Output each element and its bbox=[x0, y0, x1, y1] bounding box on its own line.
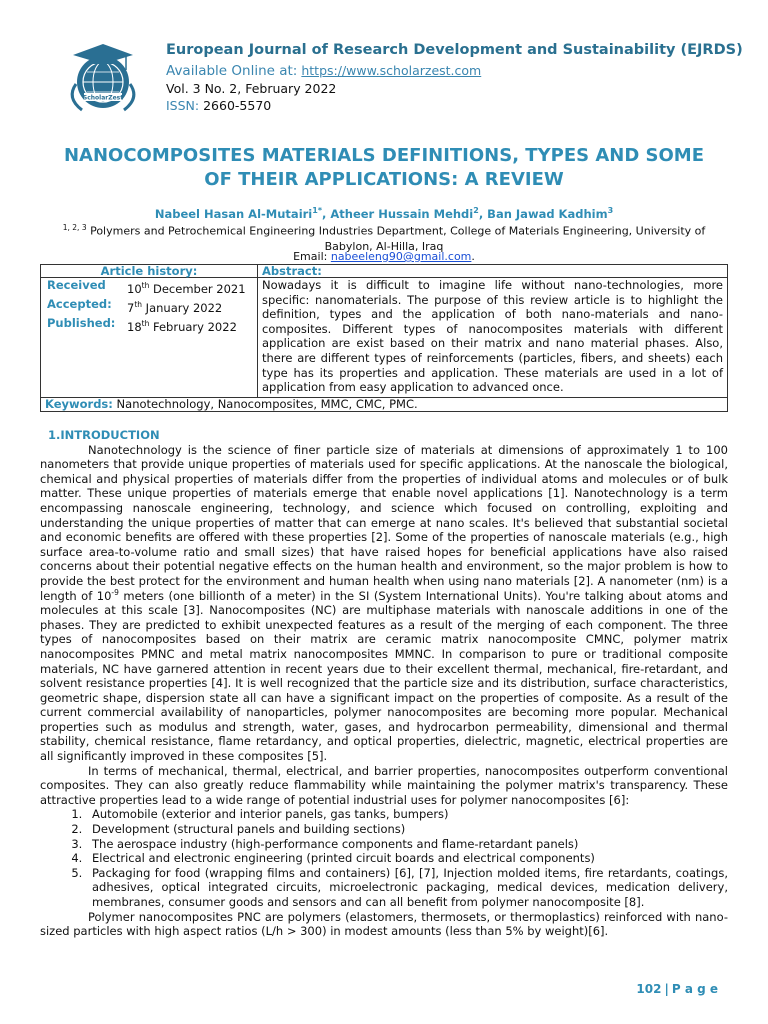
title-line-2: OF THEIR APPLICATIONS: A REVIEW bbox=[204, 169, 564, 190]
history-cell bbox=[41, 278, 258, 398]
published-label: Published: bbox=[47, 315, 116, 330]
email-line bbox=[0, 250, 768, 263]
issn-label: ISSN: bbox=[166, 98, 200, 113]
list-item: 3. The aerospace industry (high-performance components and flame-retardant panels) bbox=[86, 837, 728, 852]
keywords-label: Keywords: bbox=[45, 397, 113, 411]
applications-list bbox=[40, 807, 728, 909]
dates-table bbox=[45, 278, 253, 334]
article-title bbox=[40, 144, 728, 192]
affil-sup: 1, 2, 3 bbox=[62, 223, 87, 232]
section-heading: 1.INTRODUCTION bbox=[48, 428, 160, 442]
author-2: , Atheer Hussain Mehdi bbox=[322, 206, 474, 221]
paragraph-2: In terms of mechanical, thermal, electrical, and barrier properties, nanocomposites outperform conventional composites. They can also greatly reduce flammability while maintaining the polymer matrix's transparency. These attractive properties lead to a wide range of potential industrial uses for polymer nanocomposites [6]: bbox=[40, 763, 728, 807]
title-line-1: NANOCOMPOSITES MATERIALS DEFINITIONS, TYPES AND SOME bbox=[63, 145, 705, 166]
list-item: 4. Electrical and electronic engineering (printed circuit boards and electrical components) bbox=[86, 851, 728, 866]
author-list bbox=[0, 206, 768, 221]
issn-line bbox=[166, 98, 271, 113]
author-1-sup: 1* bbox=[312, 206, 322, 215]
affil-line-2: Babylon, Al-Hilla, Iraq bbox=[324, 239, 444, 253]
email-end: . bbox=[471, 250, 475, 263]
received-date: 10th December 2021 bbox=[127, 281, 246, 296]
availability bbox=[166, 63, 481, 79]
article-body bbox=[40, 428, 728, 939]
page-separator: | bbox=[664, 982, 669, 996]
author-1: Nabeel Hasan Al-Mutairi bbox=[154, 206, 313, 221]
affiliation bbox=[40, 220, 728, 254]
list-item: 1. Automobile (exterior and interior panels, gas tanks, bumpers) bbox=[86, 807, 728, 822]
received-row bbox=[45, 278, 253, 297]
journal-logo bbox=[60, 40, 146, 116]
affil-line-1: Polymers and Petrochemical Engineering Industries Department, College of Materials Engineering, University of bbox=[86, 224, 706, 238]
received-label: Received bbox=[47, 278, 106, 292]
list-item: 2. Development (structural panels and building sections) bbox=[86, 822, 728, 837]
author-3-sup: 3 bbox=[607, 206, 614, 215]
list-item: 5. Packaging for food (wrapping films and containers) [6], [7], Injection molded items, fire retardants, coatings, adhesives, optical integrated circuits, microelectronic packaging, medical devices, medication delivery, membranes, consumer goods and sensors and can all benefit from polymer nanocomposite [8]. bbox=[86, 866, 728, 910]
page-footer bbox=[636, 982, 718, 996]
paragraph-3: Polymer nanocomposites PNC are polymers (elastomers, thermosets, or thermoplastics) reinforced with nano-sized particles with high aspect ratios (L/h > 300) in modest amounts (less than 5% by weight)[6]. bbox=[40, 909, 728, 939]
accepted-date: 7th January 2022 bbox=[127, 299, 223, 315]
published-date: 18th February 2022 bbox=[127, 318, 237, 334]
abstract-header: Abstract: bbox=[258, 265, 728, 278]
article-info-table bbox=[40, 264, 728, 412]
author-2-sup: 2 bbox=[473, 206, 479, 215]
accepted-row bbox=[45, 297, 253, 316]
email-link[interactable]: nabeeleng90@gmail.com bbox=[330, 250, 472, 263]
author-3: , Ban Jawad Kadhim bbox=[478, 206, 608, 221]
paragraph-1: Nanotechnology is the science of finer particle size of materials at dimensions of approximately 1 to 100 nanometers that provide unique properties of materials used for specific applications. At the nanoscale the biological, chemical and physical properties of materials differ from the properties of individual atoms and molecules or of bulk matter. These unique properties of materials emerge that enable novel applications [1]. Nanotechnology is a term encompassing nanoscale engineering, technology, and science which focused on controlling, exploiting and understanding the unique properties of matter that can emerge at nano scales. It's believed that substantial societal and economic benefits are offered with these properties [2]. Some of the properties of nanoscale materials (e.g., high surface area-to-volume ratio and small sizes) that have raised hopes for beneficial applications have also raised concerns about their potential negative effects on the human health and environment, so the major problem is how to provide the best protect for the environment and human health when using nano materials [2]. A nanometer (nm) is a length of $10^{-9}$ meters (one billionth of a meter) in the SI (System International Units). You're talking about atoms and molecules at this scale [3]. Nanocomposites (NC) are multiphase materials with nanoscale additions in one of the phases. They are predicted to exhibit unexpected features as a result of the merging of each component. The three types of nanocomposites based on their matrix are ceramic matrix nanocomposite CMNC, polymer matrix nanocomposites PMNC and metal matrix nanocomposites MMNC. In comparison to pure or traditional composite materials, NC have garnered attention in recent years due to their excellent thermal, mechanical, fire-retardant, and solvent resistance properties [4]. It is well recognized that the particle size and its distribution, surface characteristics, geometric shape, dispersion state all can have a significant impact on the properties of composite. As a result of the current commercial availability of nanoparticles, polymer nanocomposites are becoming more popular. Mechanical properties such as modulus and strength, water, gases, and hydrocarbon permeability, dimensional and thermal stability, chemical resistance, flame retardancy, and optical properties, dielectric, magnetic, electrical properties are all significantly improved in these composites [5]. bbox=[40, 442, 728, 764]
page-word: P a g e bbox=[671, 982, 718, 996]
journal-name: European Journal of Research Development and Sustainability (EJRDS) bbox=[166, 42, 743, 58]
keywords-text: Nanotechnology, Nanocomposites, MMC, CMC, PMC. bbox=[112, 397, 418, 411]
issn-value: 2660-5570 bbox=[203, 98, 272, 113]
volume-info: Vol. 3 No. 2, February 2022 bbox=[166, 81, 337, 96]
accepted-label: Accepted: bbox=[47, 296, 112, 311]
page-number: 102 bbox=[636, 982, 662, 996]
history-header: Article history: bbox=[41, 265, 258, 278]
logo-text: ScholarZest bbox=[82, 94, 124, 102]
email-label: Email: bbox=[293, 250, 328, 263]
keywords-row bbox=[41, 398, 728, 412]
abstract-text: Nowadays it is difficult to imagine life without nano-technologies, more specific: nanomaterials. The purpose of this review article is to highlight the definition, types and the application of both nano-materials and nano-composites. Different types of nanocomposites materials with different application are exist based on their matrix and nano material phases. Also, there are different types of reinforcements (particles, fibers, and sheets) each type has its properties and application. These materials are used in a lot of application from easy application to advanced once. bbox=[258, 278, 728, 398]
journal-url-link[interactable]: https://www.scholarzest.com bbox=[301, 63, 482, 78]
published-row bbox=[45, 316, 253, 335]
available-label: Available Online at: bbox=[166, 63, 298, 79]
